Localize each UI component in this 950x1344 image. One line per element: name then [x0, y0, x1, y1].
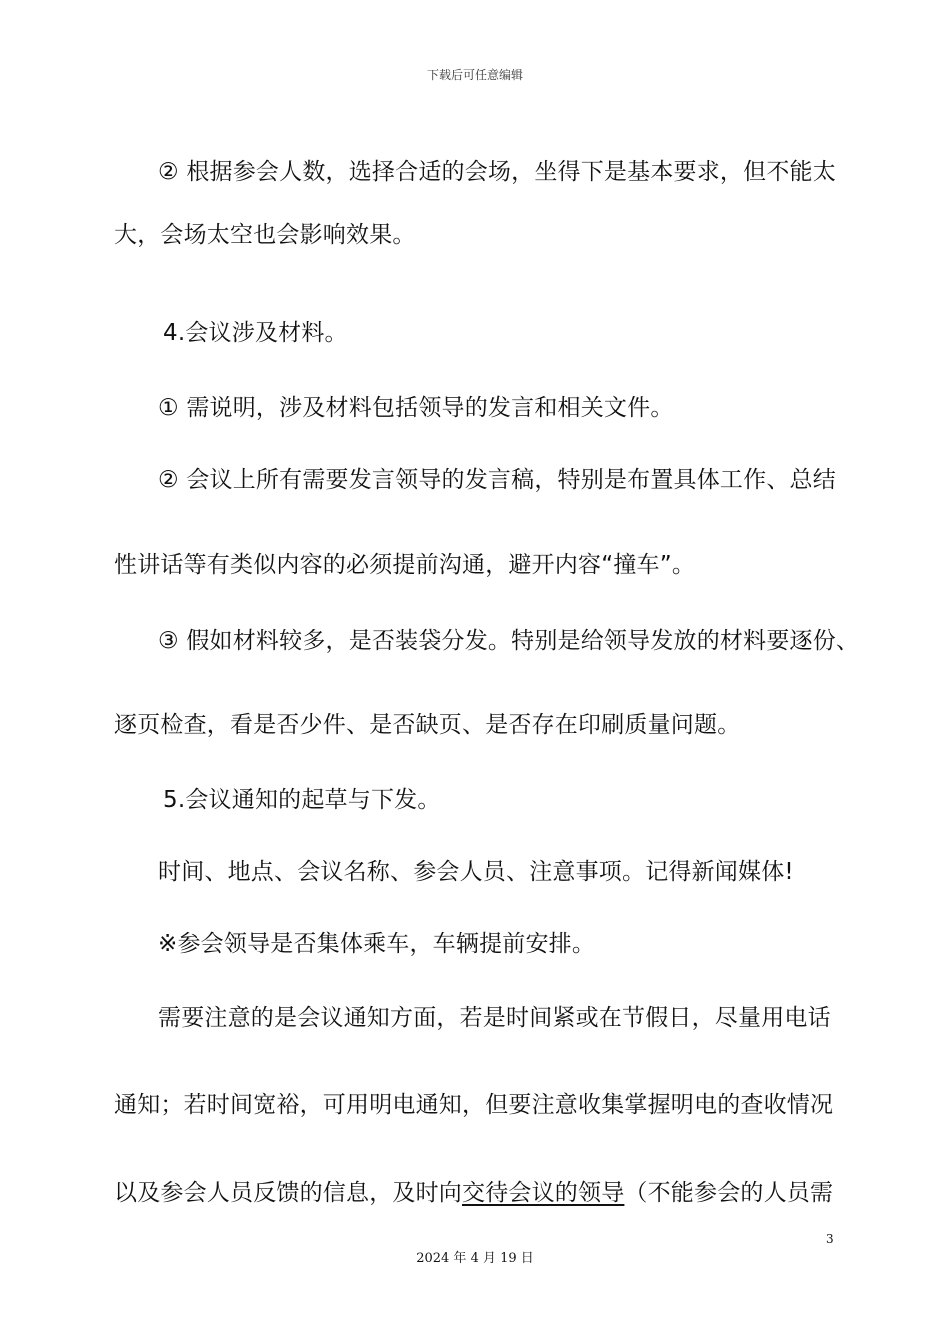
page-header: 下载后可任意编辑 [426, 68, 523, 82]
paragraph-line-14 [114, 1178, 833, 1208]
page-number: 3 [826, 1232, 834, 1246]
paragraph-line-10: 时间、地点、会议名称、参会人员、注意事项。记得新闻媒体! [158, 859, 794, 885]
line-text-before: 以及参会人员反馈的信息，及时向 [114, 1180, 462, 1206]
paragraph-line-6: 性讲话等有类似内容的必须提前沟通，避开内容“撞车”。 [114, 552, 696, 578]
paragraph-line-1: ② 根据参会人数，选择合适的会场，坐得下是基本要求，但不能太 [158, 159, 836, 185]
underlined-text: 交待会议的领导 [462, 1180, 625, 1206]
footer-date: 2024 年 4 月 19 日 [416, 1251, 534, 1266]
paragraph-line-2: 大，会场太空也会影响效果。 [114, 222, 416, 248]
paragraph-line-4: ① 需说明，涉及材料包括领导的发言和相关文件。 [158, 395, 674, 421]
paragraph-line-11: ※参会领导是否集体乘车，车辆提前安排。 [158, 931, 596, 957]
paragraph-line-12: 需要注意的是会议通知方面，若是时间紧或在节假日，尽量用电话 [158, 1005, 831, 1031]
section-heading-4: 4.会议涉及材料。 [163, 320, 348, 346]
paragraph-line-7: ③ 假如材料较多，是否装袋分发。特别是给领导发放的材料要逐份、 [158, 628, 860, 654]
section-heading-5: 5.会议通知的起草与下发。 [163, 787, 441, 813]
paragraph-line-13: 通知；若时间宽裕，可用明电通知，但要注意收集掌握明电的查收情况 [114, 1092, 834, 1118]
paragraph-line-8: 逐页检查，看是否少件、是否缺页、是否存在印刷质量问题。 [114, 712, 741, 738]
line-text-after: （不能参会的人员需 [624, 1180, 834, 1206]
paragraph-line-5: ② 会议上所有需要发言领导的发言稿，特别是布置具体工作、总结 [158, 467, 836, 493]
